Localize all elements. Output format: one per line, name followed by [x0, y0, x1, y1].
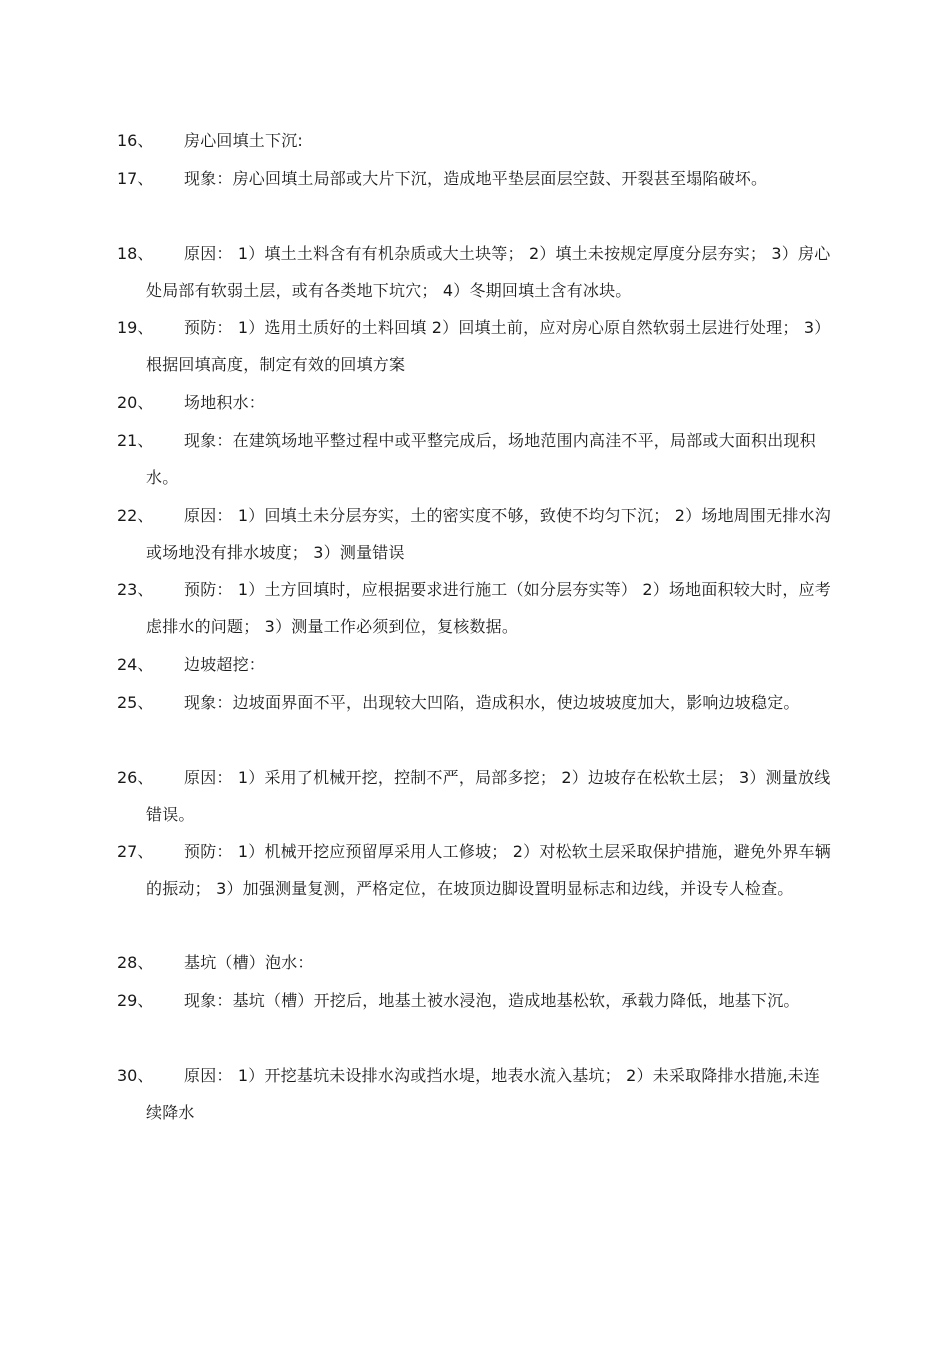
item-text: 边坡超挖： — [184, 655, 266, 674]
item-number: 18、 — [117, 244, 154, 263]
item-text: 原因： 1）回填土未分层夯实，土的密实度不够，致使不均匀下沉； 2）场地周围无排水沟或场地没有排水坡度； 3）测量错误 — [146, 506, 831, 562]
item-number: 19、 — [117, 318, 154, 337]
item-number: 16、 — [117, 131, 154, 150]
list-item — [117, 422, 832, 496]
item-number: 27、 — [117, 842, 154, 861]
item-text: 原因： 1）填土土料含有有机杂质或大土块等； 2）填土未按规定厚度分层夯实； 3）房心处局部有软弱土层，或有各类地下坑穴； 4）冬期回填土含有冰块。 — [146, 244, 831, 300]
item-number: 17、 — [117, 169, 154, 188]
item-text: 场地积水： — [184, 393, 266, 412]
item-number: 26、 — [117, 768, 154, 787]
item-number: 23、 — [117, 580, 154, 599]
item-number: 25、 — [117, 693, 154, 712]
item-number: 29、 — [117, 991, 154, 1010]
list-item — [117, 982, 832, 1019]
item-text: 基坑（槽）泡水： — [184, 953, 314, 972]
item-number: 20、 — [117, 393, 154, 412]
list-item — [117, 235, 832, 309]
item-number: 30、 — [117, 1066, 154, 1085]
item-text: 预防： 1）选用土质好的土料回填 2）回填土前，应对房心原自然软弱土层进行处理； 3）根据回填高度，制定有效的回填方案 — [146, 318, 831, 374]
list-item — [117, 684, 832, 721]
item-number: 21、 — [117, 431, 154, 450]
item-number: 22、 — [117, 506, 154, 525]
list-item — [117, 160, 832, 197]
item-text: 预防： 1）机械开挖应预留厚采用人工修坡； 2）对松软土层采取保护措施，避免外界车辆的振动； 3）加强测量复测，严格定位，在坡顶边脚设置明显标志和边线，并设专人检查。 — [146, 842, 831, 898]
item-text: 现象：房心回填土局部或大片下沉，造成地平垫层面层空鼓、开裂甚至塌陷破坏。 — [184, 169, 768, 188]
list-item — [117, 384, 832, 421]
item-text: 现象：基坑（槽）开挖后，地基土被水浸泡，造成地基松软，承载力降低，地基下沉。 — [184, 991, 800, 1010]
list-item — [117, 122, 832, 159]
item-text: 现象：边坡面界面不平，出现较大凹陷，造成积水，使边坡坡度加大，影响边坡稳定。 — [184, 693, 800, 712]
item-text: 现象：在建筑场地平整过程中或平整完成后，场地范围内高洼不平，局部或大面积出现积水。 — [146, 431, 816, 487]
list-item — [117, 497, 832, 571]
item-text: 房心回填土下沉: — [184, 131, 303, 150]
item-number: 24、 — [117, 655, 154, 674]
list-item — [117, 1057, 832, 1131]
list-item — [117, 571, 832, 645]
item-number: 28、 — [117, 953, 154, 972]
list-item — [117, 646, 832, 683]
list-item — [117, 309, 832, 383]
item-text: 原因： 1）采用了机械开挖，控制不严，局部多挖； 2）边坡存在松软土层； 3）测量放线错误。 — [146, 768, 831, 824]
list-item — [117, 944, 832, 981]
item-text: 原因： 1）开挖基坑未设排水沟或挡水堤，地表水流入基坑； 2）未采取降排水措施,未连续降水 — [146, 1066, 821, 1122]
list-item — [117, 759, 832, 833]
list-item — [117, 833, 832, 907]
item-text: 预防： 1）土方回填时，应根据要求进行施工（如分层夯实等） 2）场地面积较大时，应考虑排水的问题； 3）测量工作必须到位，复核数据。 — [146, 580, 831, 636]
